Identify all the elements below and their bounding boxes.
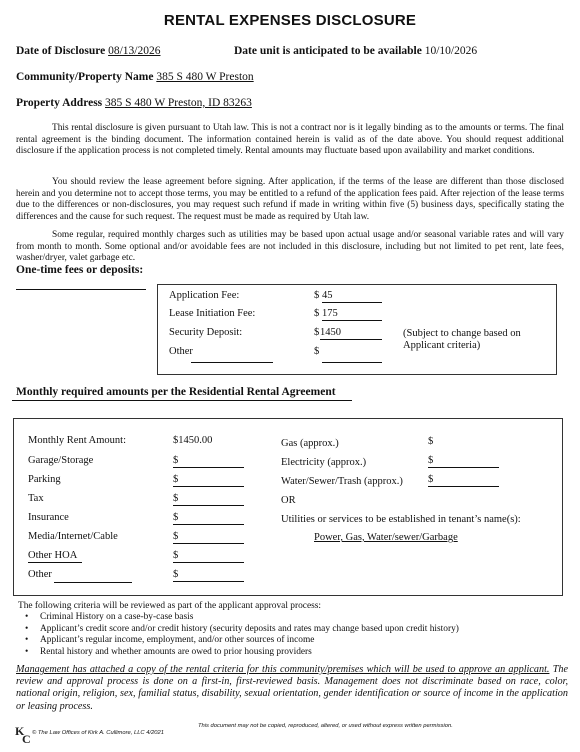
other-hoa-label: Other HOA <box>28 550 82 563</box>
application-fee-label: Application Fee: <box>169 290 240 301</box>
other-monthly-description-line <box>54 582 132 583</box>
gas-value: $ <box>428 436 434 447</box>
electricity-value: $ <box>428 455 499 468</box>
svg-text:C: C <box>22 732 31 746</box>
property-address-value: 385 S 480 W Preston, ID 83263 <box>105 97 252 109</box>
date-of-disclosure-label: Date of Disclosure <box>16 45 106 57</box>
garage-storage-label: Garage/Storage <box>28 455 94 466</box>
availability-date <box>234 45 477 57</box>
other-fee-label: Other <box>169 346 193 357</box>
criteria-item: • Criminal History on a case-by-case basis <box>40 612 568 623</box>
community-name <box>16 71 254 83</box>
management-statement-underlined: Management has attached a copy of the rental criteria for this community/premises which will be used to approve an applicant. <box>16 664 550 675</box>
one-time-fees-heading: One-time fees or deposits: <box>16 264 144 276</box>
criteria-list <box>18 612 568 658</box>
media-internet-cable-label: Media/Internet/Cable <box>28 531 118 542</box>
application-fee-dollar: $ <box>314 290 320 301</box>
management-statement <box>16 664 568 713</box>
water-sewer-trash-label: Water/Sewer/Trash (approx.) <box>281 476 403 487</box>
disclosure-paragraph-2: You should review the lease agreement before signing. After application, if the terms of the lease are different than those disclosed herein and you determine not to accept those terms, you may be entitled to a refund of the application fees paid. After rejection of the lease terms due to the differences or non-disclosures, you may request such refund if made in writing within five (5) business days, specifically stating the differences and the cause for such request. The request must be made as required by Utah law. <box>16 177 564 222</box>
date-of-disclosure <box>16 45 160 57</box>
security-deposit-label: Security Deposit: <box>169 327 243 338</box>
insurance-label: Insurance <box>28 512 69 523</box>
criteria-section <box>18 601 568 658</box>
heading-rule <box>16 289 146 290</box>
security-deposit-value: 1450 <box>320 327 382 340</box>
property-address-label: Property Address <box>16 97 103 109</box>
disclosure-paragraph-1: This rental disclosure is given pursuant to Utah law. This is not a contract nor is it legally binding as to the amounts or terms. The final rental agreement is the binding document. The information contained herein is valid as of the date above. You should request additional disclosure if the application process is not completed timely. Rental amounts may fluctuate based upon availability and market conditions. <box>16 123 564 157</box>
gas-label: Gas (approx.) <box>281 438 339 449</box>
disclosure-paragraph-3: Some regular, required monthly charges such as utilities may be based upon actual usage and/or seasonal variable rates and will vary from month to month. Some optional and/or avoidable fees are not included in this disclosure, including but not limited to pet rent, late fees, washer/dryer, valet garbage etc. <box>16 230 564 264</box>
garage-storage-value: $ <box>173 455 244 468</box>
lease-initiation-fee-value: 175 <box>322 308 382 321</box>
insurance-value: $ <box>173 512 244 525</box>
water-sewer-trash-value: $ <box>428 474 499 487</box>
monthly-heading: Monthly required amounts per the Residential Rental Agreement <box>16 386 336 398</box>
subject-to-change-note: (Subject to change based on Applicant criteria) <box>403 328 521 351</box>
svg-text:K: K <box>15 724 25 738</box>
parking-value: $ <box>173 474 244 487</box>
parking-label: Parking <box>28 474 61 485</box>
community-name-label: Community/Property Name <box>16 71 154 83</box>
other-fee-dollar: $ <box>314 346 320 357</box>
other-fee-description-line <box>191 362 273 363</box>
tax-value: $ <box>173 493 244 506</box>
media-internet-cable-value: $ <box>173 531 244 544</box>
electricity-label: Electricity (approx.) <box>281 457 367 468</box>
community-name-value: 385 S 480 W Preston <box>156 71 254 83</box>
availability-date-label: Date unit is anticipated to be available <box>234 45 422 57</box>
application-fee-value: 45 <box>322 290 382 303</box>
criteria-item: • Applicant’s regular income, employment, and/or other sources of income <box>40 635 568 646</box>
tenant-utilities-value: Power, Gas, Water/sewer/Garbage <box>314 532 458 543</box>
tenant-utilities-label: Utilities or services to be established in tenant’s name(s): <box>281 514 521 525</box>
other-hoa-value: $ <box>173 550 244 563</box>
criteria-intro: The following criteria will be reviewed as part of the applicant approval process: <box>18 601 322 611</box>
footer-notice: This document may not be copied, reproduced, altered, or used without express written permission. <box>198 723 453 729</box>
monthly-rent-value: $1450.00 <box>173 435 213 446</box>
management-statement-rest: The review and approval process is done on a first-in, first-reviewed basis. Management does not discriminate based on race, color, national origin, religion, sex, familial status, disability, sexual orientation, gender identification or source of income in the application or leasing process. <box>16 664 568 712</box>
other-monthly-label: Other <box>28 569 52 580</box>
other-fee-value-line <box>322 362 382 363</box>
kc-logo-icon <box>14 722 34 746</box>
availability-date-value: 10/10/2026 <box>424 45 478 57</box>
other-monthly-value: $ <box>173 569 244 582</box>
criteria-item: • Applicant’s credit score and/or credit history (security deposits and rates may change based upon credit history) <box>40 624 568 635</box>
document-title: RENTAL EXPENSES DISCLOSURE <box>163 12 417 29</box>
or-label: OR <box>281 495 296 506</box>
footer-copyright: © The Law Offices of Kirk A. Cullimore, LLC 4/2021 <box>32 730 164 736</box>
tax-label: Tax <box>28 493 44 504</box>
kc-logo <box>14 722 34 746</box>
lease-initiation-fee-dollar: $ <box>314 308 320 319</box>
criteria-item: • Rental history and whether amounts are owed to prior housing providers <box>40 647 568 658</box>
monthly-rent-label: Monthly Rent Amount: <box>28 435 127 446</box>
monthly-heading-rule <box>12 400 352 401</box>
lease-initiation-fee-label: Lease Initiation Fee: <box>169 308 256 319</box>
property-address <box>16 97 252 109</box>
date-of-disclosure-value: 08/13/2026 <box>108 45 161 57</box>
security-deposit-dollar: $ <box>314 327 320 338</box>
